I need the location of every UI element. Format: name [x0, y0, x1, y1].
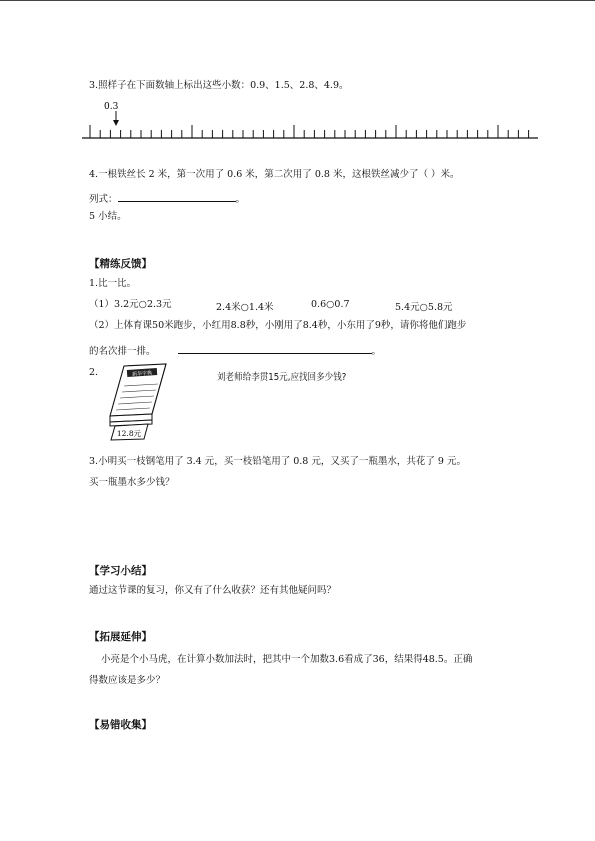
summary-text: 通过这节课的复习，你又有了什么收获？还有其他疑问吗？: [89, 585, 337, 596]
q4-formula-label: 列式：: [89, 194, 118, 205]
page-top-rule: [0, 0, 595, 1]
extension-line-1: 小亮是个小马虎，在计算小数加法时，把其中一个加数3.6看成了36，结果得48.5。正确: [101, 654, 473, 665]
compare-item-2: 2.4米○1.4米: [216, 302, 274, 313]
race-line-2: 的名次排一排。: [89, 346, 156, 357]
q3-line-1: 3.小明买一枝钢笔用了 3.4 元，买一枝铅笔用了 0.8 元，又买了一瓶墨水，共花了 9 元。: [89, 456, 466, 467]
handwritten-question: 刘老师给李贯15元,应找回多少钱?: [217, 372, 347, 383]
race-line-1: （2）上体育课50米跑步，小红用8.8秒，小刚用了8.4秒，小东用了9秒，请你将他们跑步: [89, 320, 467, 331]
number-line-example-label: 0.3: [104, 102, 119, 112]
q4-formula-blank[interactable]: [118, 191, 236, 202]
extension-line-2: 得数应该是多少？: [89, 675, 166, 686]
price-tag-text: 12.8元: [116, 429, 142, 438]
book-cover-text: 新华字典: [131, 370, 153, 378]
example-arrow-head: [113, 120, 119, 126]
q4-formula-end: 。: [235, 194, 246, 205]
compare-item-4: 5.4元○5.8元: [395, 302, 453, 313]
race-line-2-row: [89, 343, 381, 358]
number-line-ticks: [90, 125, 529, 138]
q3-prompt: 3.照样子在下面数轴上标出这些小数：0.9、1.5、2.8、4.9。: [89, 80, 349, 91]
dictionary-illustration: [104, 360, 174, 442]
compare-title: 1.比一比。: [89, 278, 137, 289]
q4-prompt: 4.一根铁丝长 2 米，第一次用了 0.6 米，第二次用了 0.8 米，这根铁丝减少了（ ）米。: [89, 169, 460, 180]
q4-formula-row: [89, 191, 245, 206]
number-line: [82, 98, 542, 146]
race-answer-blank[interactable]: [178, 343, 372, 354]
extension-heading: 【拓展延伸】: [89, 631, 152, 643]
mistakes-heading: 【易错收集】: [89, 719, 152, 731]
compare-item-3: 0.6○0.7: [311, 299, 350, 310]
practice-heading: 【精练反馈】: [89, 258, 152, 270]
q2-number: 2.: [89, 367, 99, 378]
q3-line-2: 买一瓶墨水多少钱？: [89, 477, 175, 488]
q5-text: 5 小结。: [89, 211, 127, 222]
race-line-end: 。: [371, 346, 382, 357]
compare-item-1: （1）3.2元○2.3元: [89, 299, 172, 310]
summary-heading: 【学习小结】: [89, 565, 152, 577]
